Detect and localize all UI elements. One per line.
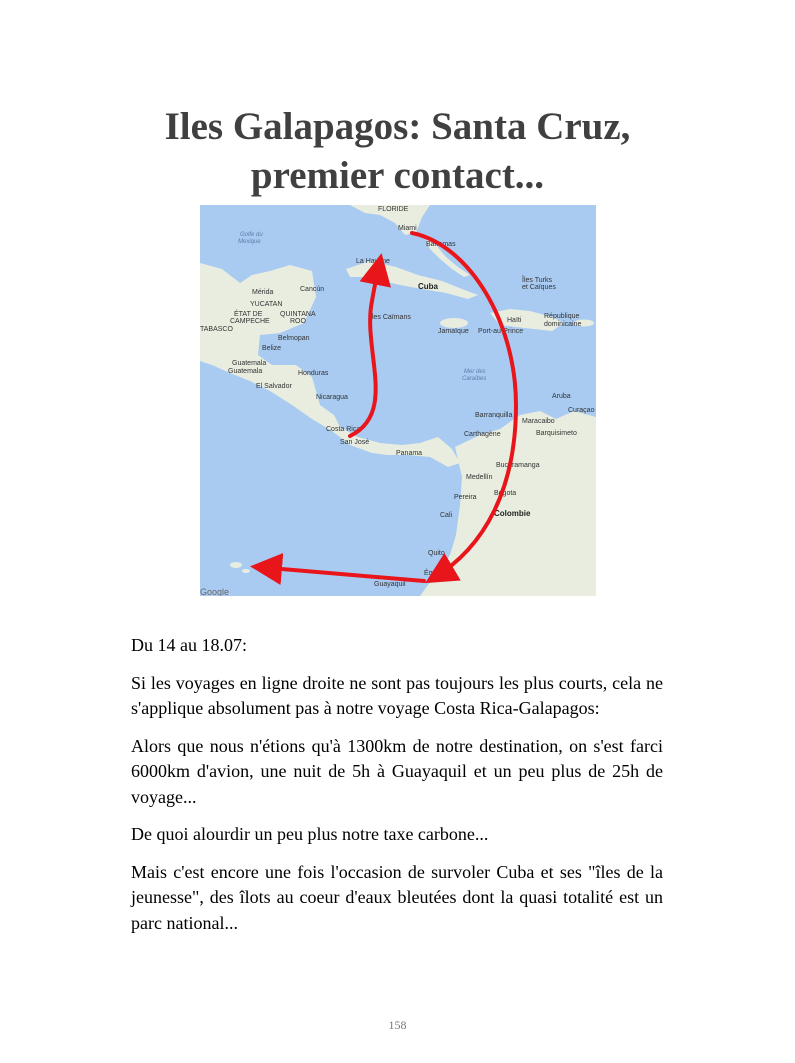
map-label-bahamas: Bahamas [426, 241, 456, 248]
paragraph-date: Du 14 au 18.07: [131, 635, 247, 655]
page-title [0, 102, 795, 200]
map-label-tabasco: TABASCO [200, 326, 233, 333]
paragraph-3: De quoi alourdir un peu plus notre taxe carbone... [131, 824, 489, 844]
map-label-colombie: Colombie [494, 509, 531, 518]
map-label-el-salvador: El Salvador [256, 383, 292, 390]
paragraph-2: Alors que nous n'étions qu'à 1300km de notre destination, on s'est farci 6000km d'avion, une nuit de 5h à Guayaquil et un peu plus de 25h de voyage... [131, 735, 663, 807]
map-label-campeche: CAMPECHE [230, 318, 270, 325]
page-number: 158 [388, 1018, 407, 1032]
land-galapagos-2 [242, 569, 250, 573]
map-label-curacao: Curaçao [568, 407, 595, 414]
map-label-dominicaine: dominicaine [544, 321, 582, 328]
map-label-aruba: Aruba [552, 393, 571, 400]
map-label-yucatan: YUCATAN [250, 301, 283, 308]
map-label-jamaique: Jamaïque [438, 328, 469, 335]
paragraph-4: Mais c'est encore une fois l'occasion de survoler Cuba et ses "îles de la jeunesse", des îlots au coeur d'eaux bleutées dont la quasi totalité est un parc national... [131, 861, 663, 933]
map-label-bogota: Bogota [494, 490, 517, 497]
map-label-guayaquil: Guayaquil [374, 581, 406, 588]
article-body [131, 633, 663, 948]
map-label-cali: Cali [440, 512, 453, 519]
map-label-google: Google [200, 587, 230, 596]
map-label-quito: Quito [428, 550, 445, 557]
map-label-quintana: QUINTANA [280, 311, 316, 318]
map-label-guatemala-1: Guatemala [232, 360, 267, 367]
map-label-honduras: Honduras [298, 370, 329, 377]
land-jamaica [440, 318, 468, 328]
map-label-port-au-prince: Port-au-Prince [478, 328, 524, 335]
route-map [200, 205, 596, 596]
map-label-haiti: Haïti [507, 317, 522, 324]
map-label-golfe: Golfe du [240, 232, 263, 238]
map-label-costa-rica: Costa Rica [326, 426, 361, 433]
land-galapagos [230, 562, 242, 568]
map-label-iles-caimans: Îles Caïmans [370, 314, 411, 321]
title-line-2: premier contact... [250, 154, 545, 197]
map-label-roo: ROO [290, 318, 306, 325]
map-label-pereira: Pereira [454, 494, 477, 501]
map-label-panama: Panama [396, 450, 423, 457]
map-label-merida: Mérida [252, 289, 274, 296]
map-label-nicaragua: Nicaragua [316, 394, 348, 401]
map-label-la-havane: La Havane [356, 258, 390, 265]
map-label-barquisimeto: Barquisimeto [536, 430, 577, 437]
map-label-medellin: Medellín [466, 474, 493, 481]
map-label-cancun: Cancún [300, 286, 325, 293]
map-label-mer-des: Mer des [464, 369, 486, 375]
map-label-et-caiques: et Caïques [522, 284, 556, 291]
map-label-etat-de: ÉTAT DE [234, 311, 263, 318]
map-label-floride: FLORIDE [378, 206, 409, 213]
map-label-maracaibo: Maracaibo [522, 418, 555, 425]
map-label-san-jose: San José [340, 439, 370, 446]
map-label-belmopan: Belmopan [278, 335, 310, 342]
map-label-bucaramanga: Bucaramanga [496, 462, 540, 469]
map-label-guatemala-2: Guatemala [228, 368, 263, 375]
paragraph-1: Si les voyages en ligne droite ne sont pas toujours les plus courts, cela ne s'applique absolument pas à notre voyage Costa Rica-Galapagos: [131, 672, 663, 718]
map-label-belize: Belize [262, 345, 282, 352]
map-label-mexique: Mexique [238, 239, 261, 245]
map-label-caraibes: Caraïbes [462, 376, 487, 382]
map-label-equateur: Équateur [424, 570, 453, 577]
map-label-cuba: Cuba [418, 282, 438, 291]
title-line-1: Iles Galapagos: Santa Cruz, [164, 105, 631, 148]
map-label-barranquilla: Barranquilla [475, 412, 513, 419]
map-label-cartagene: Carthagène [464, 431, 501, 438]
map-label-miami: Miami [398, 225, 417, 232]
map-label-republique: République [544, 313, 580, 320]
map-label-iles-turks: Îles Turks [522, 277, 552, 284]
